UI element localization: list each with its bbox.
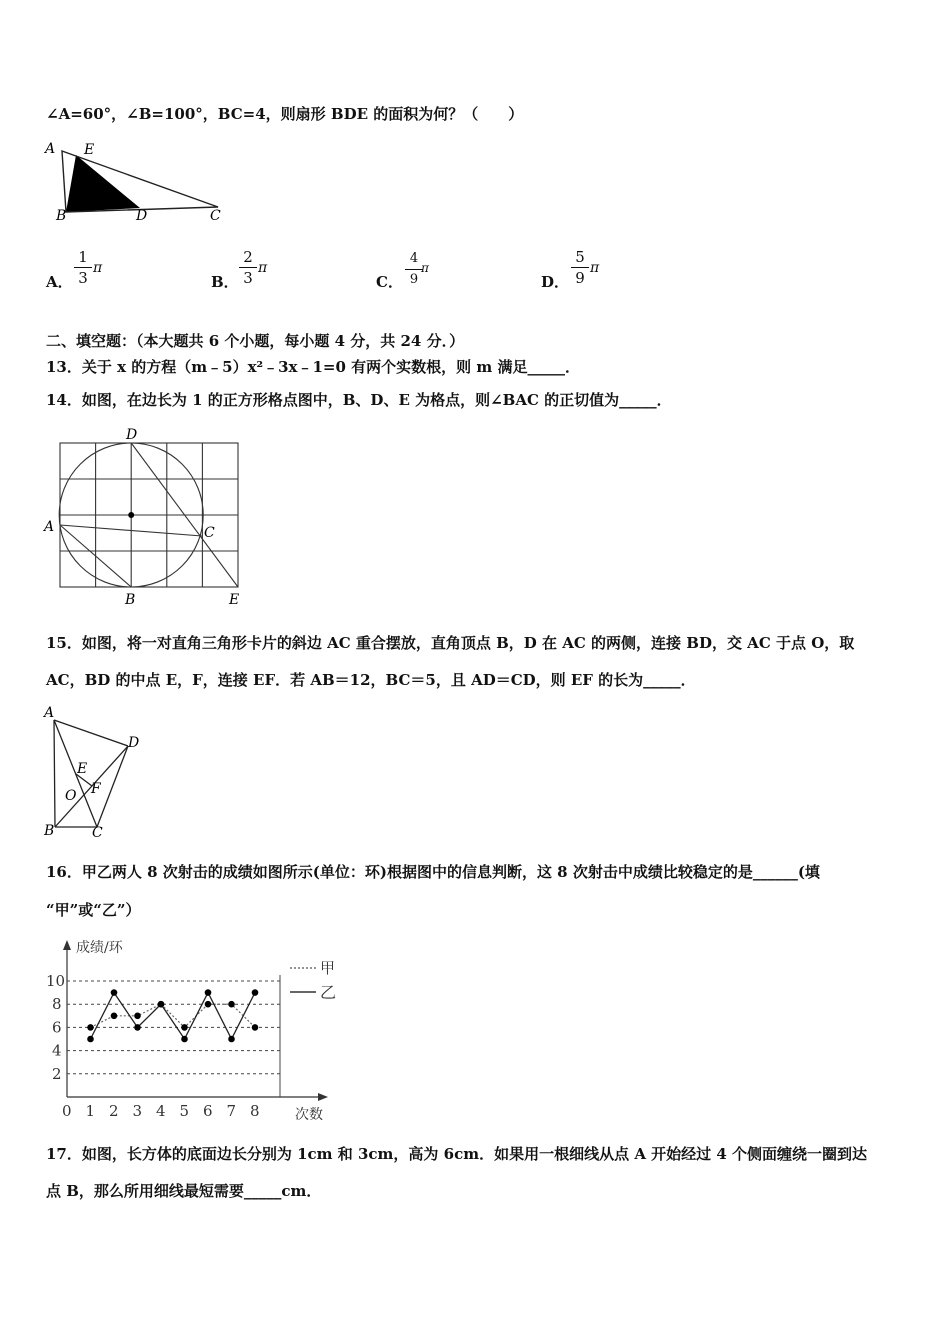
q12-stem: ∠A=60°，∠B=100°，BC=4，则扇形 BDE 的面积为何？（ ） <box>46 105 524 123</box>
point-甲-2 <box>111 1013 118 1020</box>
point-乙-5 <box>181 1036 188 1043</box>
fraction: $\frac{5}{9}$ <box>571 247 589 288</box>
q12-figure <box>40 140 240 225</box>
point-乙-8 <box>252 989 259 996</box>
x-tick-label: 3 <box>132 1102 143 1120</box>
legend-label-jia: 甲 <box>320 959 336 977</box>
x-tick-label: 1 <box>85 1102 96 1120</box>
point-甲-6 <box>205 1001 212 1008</box>
fraction: $\frac{4}{9}$ <box>405 249 423 290</box>
x-tick-label: 7 <box>226 1102 237 1120</box>
point-乙-6 <box>205 989 212 996</box>
q12-label-e: E <box>84 142 95 158</box>
chart-ylabel: 成绩/环 <box>76 940 123 956</box>
x-tick-label: 4 <box>156 1102 166 1120</box>
q14-figure <box>40 425 250 610</box>
q15-label-c: C <box>92 825 103 841</box>
point-乙-1 <box>87 1036 94 1043</box>
q15-line1: 15．如图，将一对直角三角形卡片的斜边 AC 重合摆放，直角顶点 B，D 在 AC 的两侧，连接 BD，交 AC 于点 O，取 <box>46 634 855 652</box>
q15-line2: AC，BD 的中点 E，F，连接 EF．若 AB＝12，BC＝5，且 AD＝CD，则 EF 的长为_____． <box>46 671 696 689</box>
y-tick-label: 6 <box>52 1018 62 1037</box>
q12-label-b: B <box>56 208 67 224</box>
q15-label-e: E <box>77 761 88 777</box>
y-tick-label: 4 <box>52 1041 62 1060</box>
y-tick-label: 10 <box>46 972 66 990</box>
q17-line2: 点 B，那么所用细线最短需要_____cm． <box>46 1182 322 1200</box>
fraction: $\frac{1}{3}$ <box>74 247 92 288</box>
fraction: $\frac{2}{3}$ <box>239 247 257 288</box>
point-甲-8 <box>252 1024 259 1031</box>
q12-label-a: A <box>45 141 56 157</box>
point-甲-1 <box>87 1024 94 1031</box>
x-tick-label: 0 <box>62 1102 72 1120</box>
section-title: 二、填空题：（本大题共 6 个小题，每小题 4 分，共 24 分．） <box>46 332 465 350</box>
q15-figure <box>40 700 150 845</box>
q14-label-d: D <box>126 427 138 443</box>
point-甲-3 <box>134 1013 141 1020</box>
q12-label-d: D <box>136 208 148 224</box>
q14-label-e: E <box>229 592 240 608</box>
y-tick-label: 8 <box>52 995 62 1014</box>
point-乙-4 <box>158 1001 165 1008</box>
q15-label-o: O <box>65 788 77 804</box>
chart-xlabel: 次数 <box>295 1107 323 1123</box>
point-乙-7 <box>228 1036 235 1043</box>
q16-line1: 16．甲乙两人 8 次射击的成绩如图所示(单位：环)根据图中的信息判断，这 8 次射击中成绩比较稳定的是______(填 <box>46 863 820 881</box>
y-tick-label: 2 <box>52 1064 62 1083</box>
q13-text: 13．关于 x 的方程（m﹣5）x²﹣3x﹣1=0 有两个实数根，则 m 满足_____． <box>46 358 580 376</box>
q14-label-a: A <box>44 519 55 535</box>
point-甲-5 <box>181 1024 188 1031</box>
q12-label-c: C <box>210 208 221 224</box>
score-chart <box>40 932 350 1132</box>
x-tick-label: 6 <box>203 1102 213 1120</box>
x-tick-label: 5 <box>179 1102 190 1120</box>
point-甲-7 <box>228 1001 235 1008</box>
q15-label-f: F <box>91 781 101 797</box>
legend-label-yi: 乙 <box>320 983 337 1002</box>
x-tick-label: 2 <box>109 1102 119 1120</box>
q15-label-b: B <box>44 823 55 839</box>
q14-text: 14．如图，在边长为 1 的正方形格点图中，B、D、E 为格点，则∠BAC 的正切值为_____． <box>46 391 672 409</box>
q15-label-a: A <box>44 705 55 721</box>
q15-label-d: D <box>128 735 140 751</box>
point-乙-2 <box>111 989 118 996</box>
q14-label-c: C <box>204 525 215 541</box>
point-乙-3 <box>134 1024 141 1031</box>
q14-label-b: B <box>125 592 136 608</box>
x-tick-label: 8 <box>250 1102 260 1120</box>
q16-line2: “甲”或“乙”） <box>46 901 141 919</box>
q17-line1: 17．如图，长方体的底面边长分别为 1cm 和 3cm，高为 6cm．如果用一根细线从点 A 开始经过 4 个侧面缠绕一圈到达 <box>46 1145 868 1163</box>
